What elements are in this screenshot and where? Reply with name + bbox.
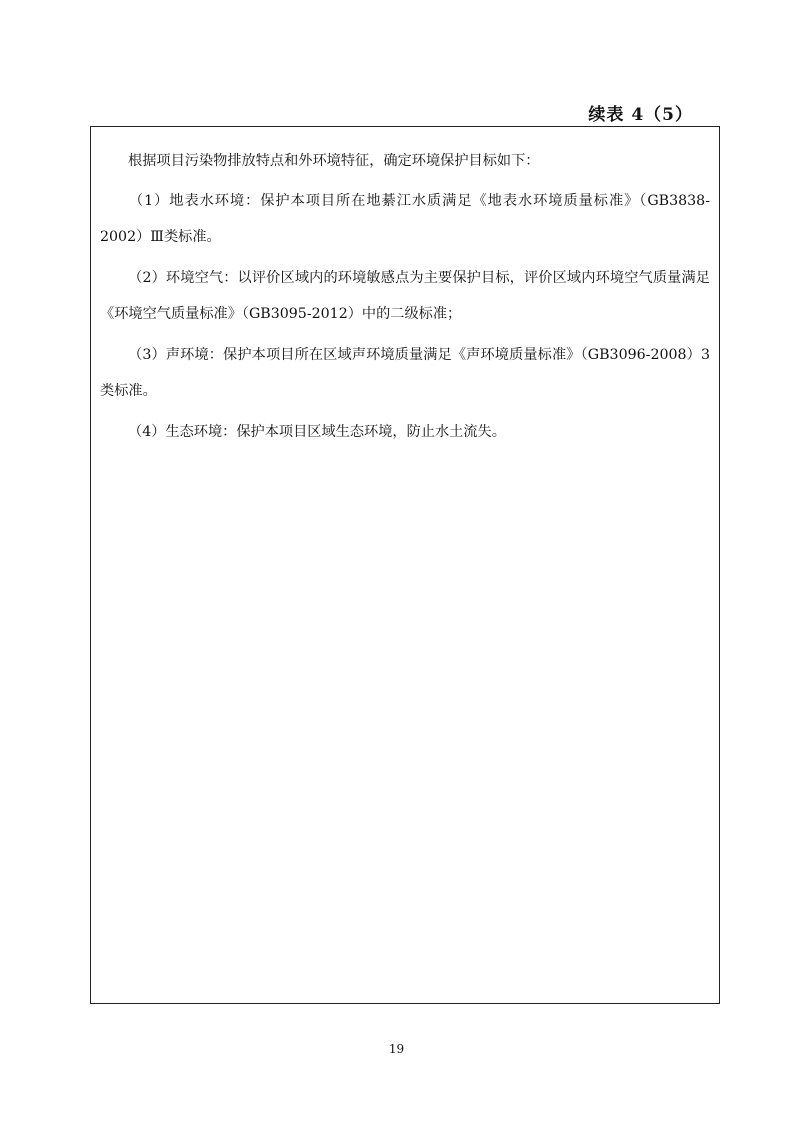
item-acoustic-text: （3）声环境：保护本项目所在区域声环境质量满足《声环境质量标准》（GB3096-2008）3 类标准。 [100, 347, 710, 399]
item-surface-water [91, 183, 719, 255]
content-table-cell [90, 126, 720, 1004]
intro-text: 根据项目污染物排放特点和外环境特征，确定环境保护目标如下： [128, 153, 540, 169]
item-ambient-air [91, 260, 719, 332]
page-number: 19 [388, 1042, 405, 1056]
intro-paragraph [91, 143, 719, 179]
item-acoustic [91, 337, 719, 409]
item-ambient-air-text: （2）环境空气：以评价区域内的环境敏感点为主要保护目标，评价区域内环境空气质量满足《环境空气质量标准》（GB3095-2012）中的二级标准； [100, 270, 710, 322]
item-ecology [91, 414, 719, 450]
item-ecology-text: （4）生态环境：保护本项目区域生态环境，防止水土流失。 [128, 424, 506, 440]
item-surface-water-text: （1）地表水环境：保护本项目所在地綦江水质满足《地表水环境质量标准》（GB3838-2002）Ⅲ类标准。 [100, 193, 710, 245]
table-title: 续表 4（5） [588, 105, 693, 125]
